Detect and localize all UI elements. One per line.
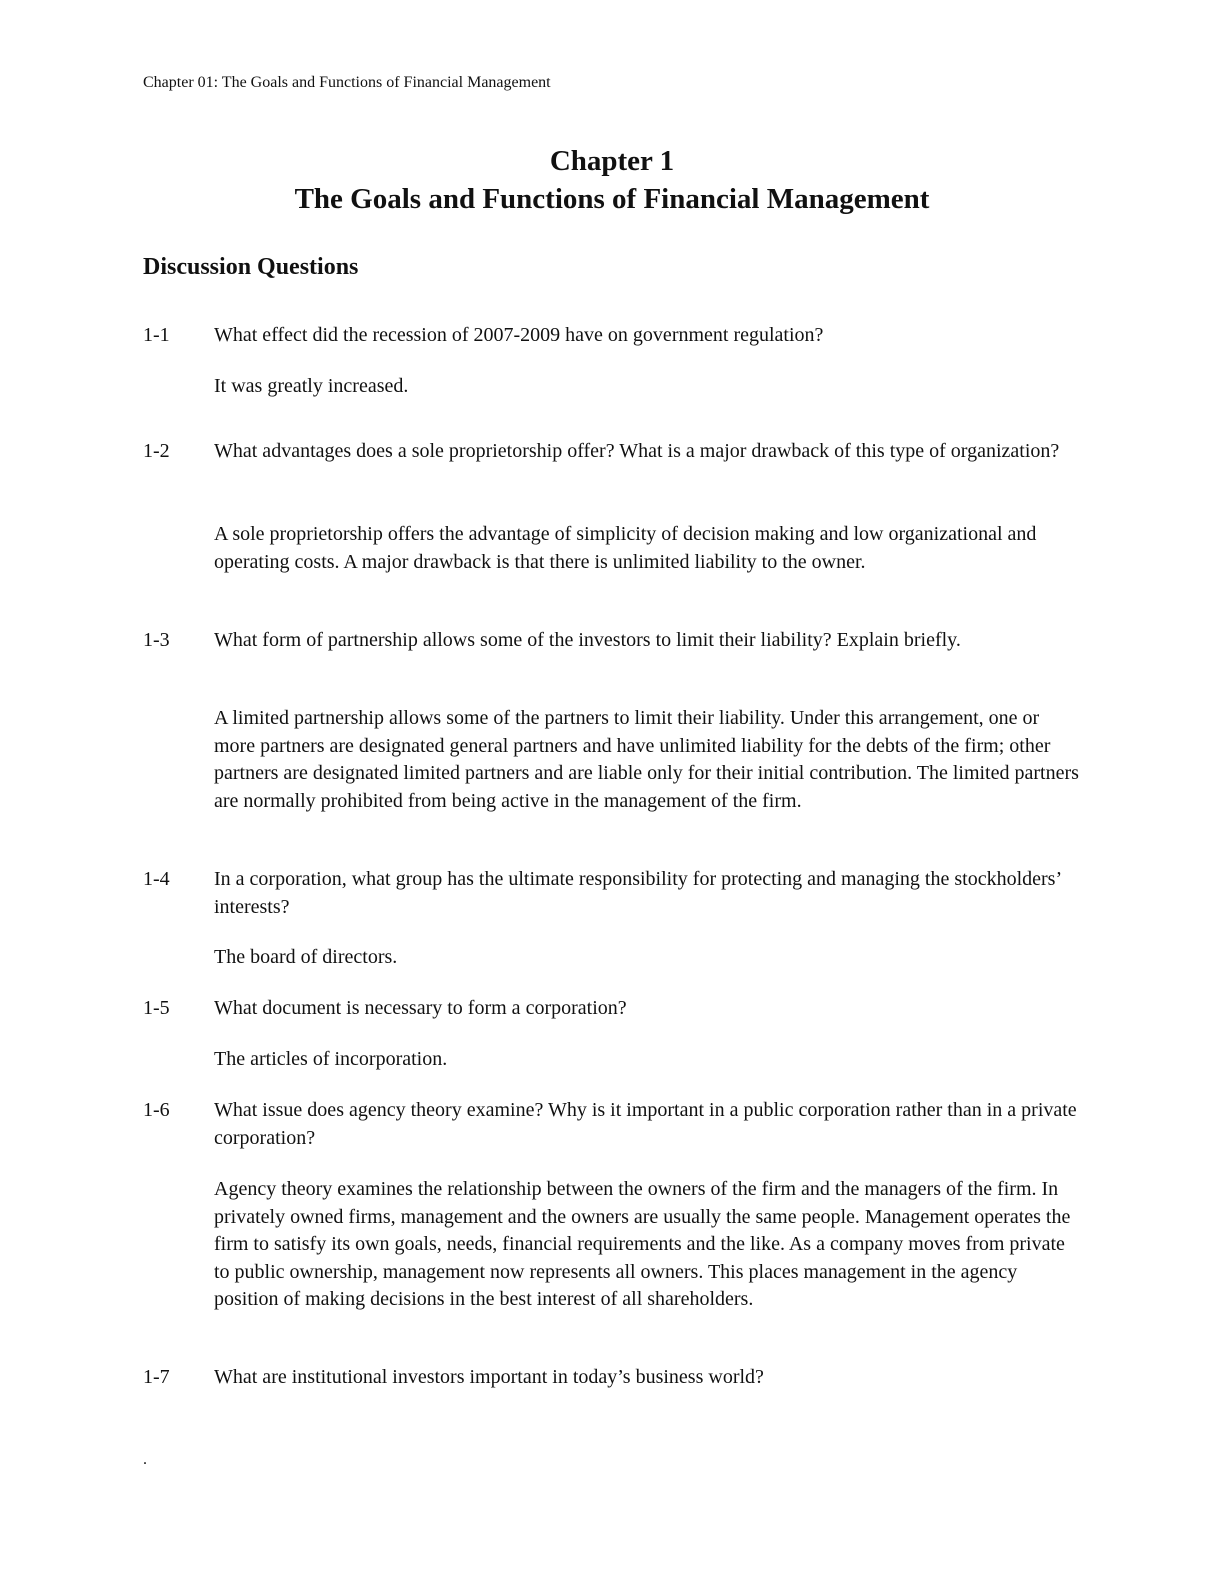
answer-text: The board of directors.: [214, 946, 398, 968]
question-number: 1-1: [143, 324, 170, 346]
question-number: 1-5: [143, 997, 170, 1019]
answer-text: Agency theory examines the relationship between the owners of the firm and the managers of the firm. In privately owned firms, management and the owners are usually the same people. Management operates the firm to satisfy its own goals, needs, financial requirements and the like. As a company moves from private to public ownership, management now represents all owners. This places management in the agency position of making decisions in the best interest of all shareholders.: [214, 1178, 1071, 1310]
question-number: 1-4: [143, 868, 170, 890]
question-text: What are institutional investors important in today’s business world?: [214, 1366, 764, 1388]
answer-text: A limited partnership allows some of the partners to limit their liability. Under this arrangement, one or more partners are designated general partners and have unlimited liability for the debts of the firm; other partners are designated limited partners and are liable only for their initial contribution. The limited partners are normally prohibited from being active in the management of the firm.: [214, 707, 1079, 812]
chapter-number-title: Chapter 1: [549, 145, 675, 177]
question-text: What effect did the recession of 2007-2009 have on government regulation?: [214, 324, 824, 346]
question-text: What document is necessary to form a corporation?: [214, 997, 627, 1019]
answer-text: The articles of incorporation.: [214, 1048, 448, 1070]
question-text: What form of partnership allows some of the investors to limit their liability? Explain briefly.: [214, 629, 961, 651]
chapter-subtitle: The Goals and Functions of Financial Management: [294, 183, 930, 215]
question-number: 1-7: [143, 1366, 170, 1388]
question-number: 1-2: [143, 440, 170, 462]
question-text: In a corporation, what group has the ultimate responsibility for protecting and managing the stockholders’ interests?: [214, 868, 1061, 918]
question-text: What advantages does a sole proprietorship offer? What is a major drawback of this type of organization?: [214, 440, 1060, 462]
section-heading: Discussion Questions: [143, 254, 359, 280]
question-number: 1-6: [143, 1099, 170, 1121]
running-header: Chapter 01: The Goals and Functions of Financial Management: [143, 74, 551, 91]
question-number: 1-3: [143, 629, 170, 651]
answer-text: It was greatly increased.: [214, 375, 409, 397]
footer-mark: .: [143, 1451, 147, 1468]
answer-text: A sole proprietorship offers the advantage of simplicity of decision making and low organizational and operating costs. A major drawback is that there is unlimited liability to the owner.: [214, 523, 1037, 573]
question-text: What issue does agency theory examine? Why is it important in a public corporation rather than in a private corporation?: [214, 1099, 1077, 1149]
chapter-title-block: [0, 142, 1224, 218]
